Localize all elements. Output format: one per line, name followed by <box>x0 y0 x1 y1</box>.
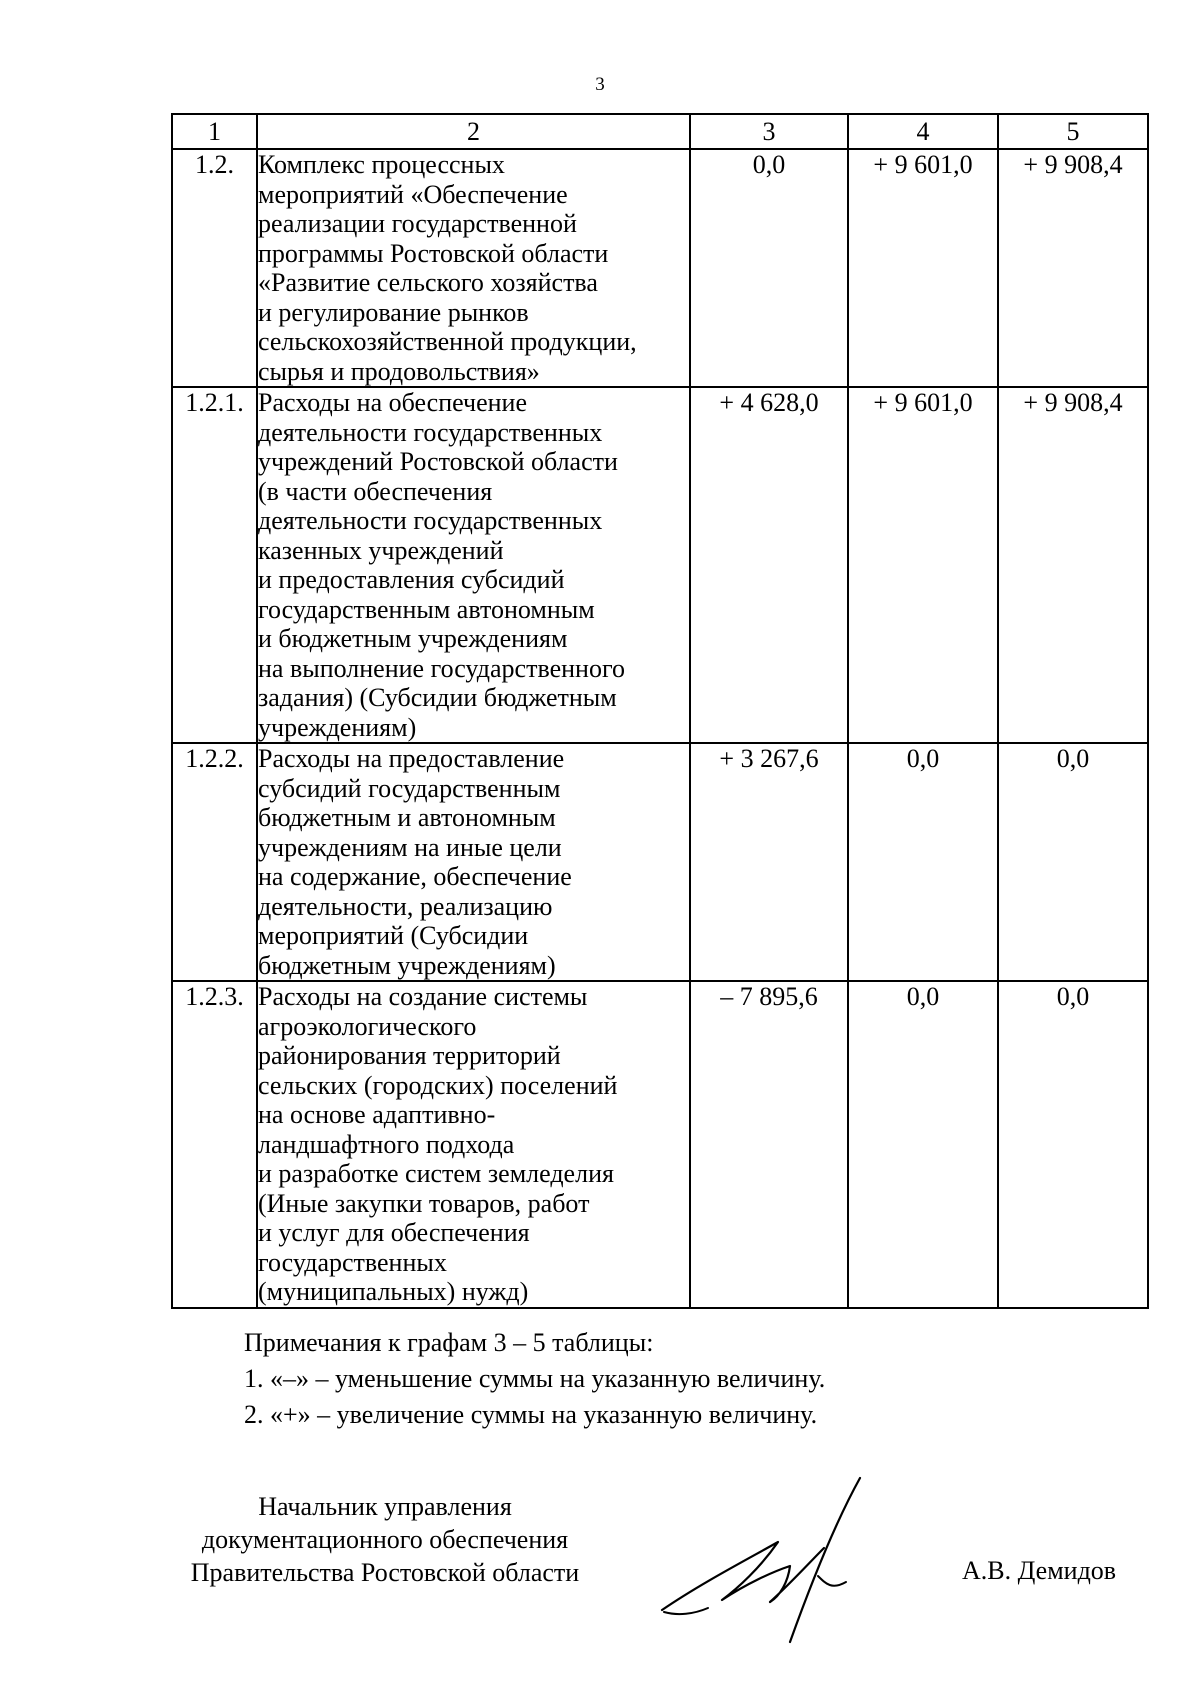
row-value-col5: 0,0 <box>998 981 1148 1308</box>
signer-position <box>160 1490 610 1589</box>
row-value-col5: + 9 908,4 <box>998 149 1148 387</box>
header-col-2: 2 <box>257 114 690 149</box>
row-value-col3: 0,0 <box>690 149 848 387</box>
signer-position-line: Правительства Ростовской области <box>190 1558 580 1587</box>
header-col-1: 1 <box>172 114 257 149</box>
signature-stroke <box>818 1576 846 1586</box>
note-item: 2. «+» – увеличение суммы на указанную величину. <box>244 1400 818 1429</box>
notes-title: Примечания к графам 3 – 5 таблицы: <box>244 1328 654 1357</box>
table-row <box>172 387 1148 743</box>
row-value-col3: + 4 628,0 <box>690 387 848 743</box>
signature-stroke <box>664 1608 708 1614</box>
page-number: 3 <box>595 74 605 95</box>
row-description: Расходы на создание системы агроэкологического районирования территорий сельских (городских) поселений на основе адаптивно- ландшафтного подхода и разработке систем земледелия (Иные закупки товаров, работ и услуг для обеспечения государственных (муниципальных) нужд) <box>257 981 690 1308</box>
table-header-row <box>172 114 1148 149</box>
table-row <box>172 743 1148 981</box>
table-notes <box>244 1325 825 1433</box>
signer-position-line: Начальник управления <box>258 1492 512 1521</box>
budget-table <box>171 113 1149 1309</box>
table-row <box>172 981 1148 1308</box>
row-value-col5: + 9 908,4 <box>998 387 1148 743</box>
note-item: 1. «–» – уменьшение суммы на указанную величину. <box>244 1364 826 1393</box>
header-col-3: 3 <box>690 114 848 149</box>
row-value-col4: 0,0 <box>848 743 998 981</box>
row-value-col3: – 7 895,6 <box>690 981 848 1308</box>
signer-position-line: документационного обеспечения <box>201 1525 569 1554</box>
row-value-col4: + 9 601,0 <box>848 149 998 387</box>
row-number: 1.2.2. <box>172 743 257 981</box>
row-value-col4: + 9 601,0 <box>848 387 998 743</box>
header-col-5: 5 <box>998 114 1148 149</box>
row-number: 1.2.3. <box>172 981 257 1308</box>
signature-stroke <box>790 1478 860 1642</box>
row-description: Расходы на предоставление субсидий государственным бюджетным и автономным учреждениям на иные цели на содержание, обеспечение деятельности, реализацию мероприятий (Субсидии бюджетным учреждениям) <box>257 743 690 981</box>
handwritten-signature <box>650 1472 950 1652</box>
row-number: 1.2.1. <box>172 387 257 743</box>
signer-name: А.В. Демидов <box>962 1556 1117 1585</box>
row-number: 1.2. <box>172 149 257 387</box>
row-value-col4: 0,0 <box>848 981 998 1308</box>
signature-stroke <box>662 1542 824 1610</box>
row-value-col3: + 3 267,6 <box>690 743 848 981</box>
row-value-col5: 0,0 <box>998 743 1148 981</box>
row-description: Комплекс процессных мероприятий «Обеспечение реализации государственной программы Ростовской области «Развитие сельского хозяйства и регулирование рынков сельскохозяйственной продукции, сырья и продовольствия» <box>257 149 690 387</box>
table-row <box>172 149 1148 387</box>
header-col-4: 4 <box>848 114 998 149</box>
row-description: Расходы на обеспечение деятельности государственных учреждений Ростовской области (в части обеспечения деятельности государственных казенных учреждений и предоставления субсидий государственным автономным и бюджетным учреждениям на выполнение государственного задания) (Субсидии бюджетным учреждениям) <box>257 387 690 743</box>
